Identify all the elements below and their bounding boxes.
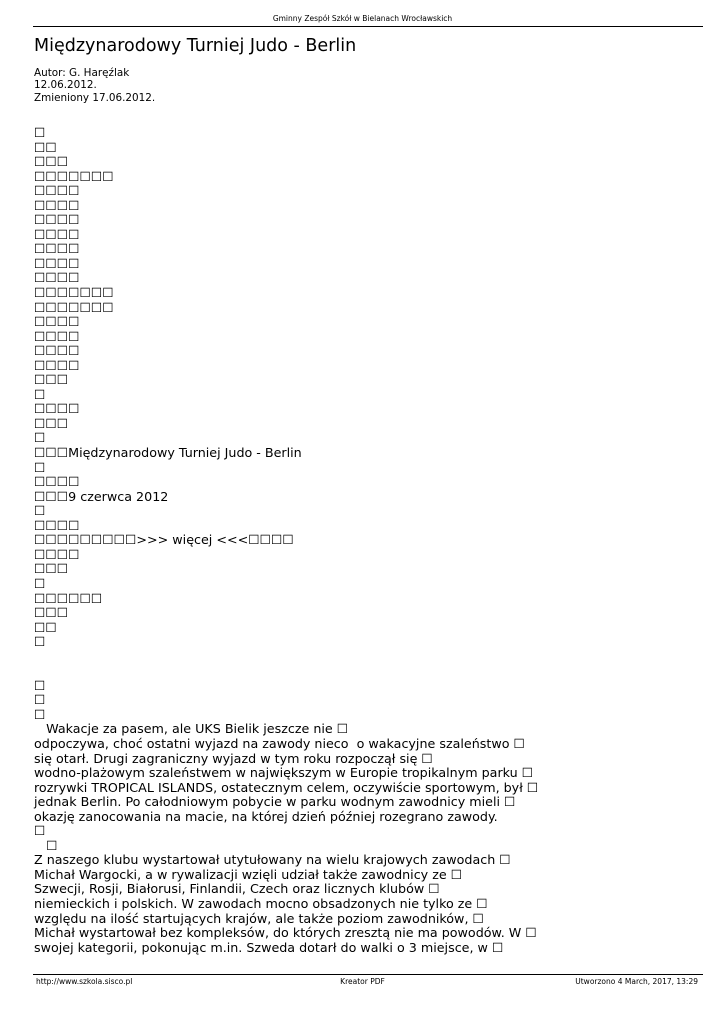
text-line: ☐: [34, 823, 46, 839]
text-line: ☐☐☐☐: [34, 255, 80, 271]
header-divider: [33, 26, 703, 27]
text-line: ☐☐☐☐☐☐☐☐☐>>> więcej <<<☐☐☐☐: [34, 532, 294, 548]
text-line: ☐☐☐9 czerwca 2012: [34, 488, 169, 504]
text-line: ☐☐☐: [34, 561, 69, 577]
page-header: Gminny Zespół Szkół w Bielanach Wrocławskich: [272, 14, 453, 23]
text-line: ☐☐☐☐: [34, 197, 80, 213]
text-line: ☐: [34, 677, 46, 693]
text-line: względu na ilość startujących krajów, ale także poziom zawodników, ☐: [34, 910, 484, 926]
text-line: jednak Berlin. Po całodniowym pobycie w parku wodnym zawodnicy mieli ☐: [34, 794, 516, 810]
text-line: ☐☐☐☐: [34, 270, 80, 286]
text-line: ☐: [34, 634, 46, 650]
text-line: ☐☐☐: [34, 605, 69, 621]
text-line: [34, 650, 714, 665]
modified-line: Zmieniony 17.06.2012.: [34, 91, 156, 104]
text-line: ☐☐☐☐: [34, 517, 80, 533]
article-title: Międzynarodowy Turniej Judo - Berlin: [34, 36, 357, 56]
footer-url: http://www.szkola.sisco.pl: [36, 977, 133, 986]
text-line: ☐: [34, 706, 46, 722]
text-line: ☐: [34, 837, 58, 853]
author-line: Autor: G. Haręźlak: [34, 67, 130, 79]
text-line: ☐☐☐: [34, 154, 69, 170]
text-line: ☐☐☐Międzynarodowy Turniej Judo - Berlin: [34, 445, 302, 461]
text-line: odpoczywa, choć ostatni wyjazd na zawody nieco o wakacyjne szaleństwo ☐: [34, 735, 525, 751]
text-line: ☐☐☐☐☐☐☐: [34, 299, 114, 315]
text-line: ☐: [34, 125, 46, 140]
text-line: ☐☐☐☐: [34, 401, 80, 417]
text-line: rozrywki TROPICAL ISLANDS, ostatecznym celem, oczywiście sportowym, był ☐: [34, 779, 539, 795]
text-line: swojej kategorii, pokonując m.in. Szweda dotarł do walki o 3 miejsce, w ☐: [34, 939, 504, 955]
text-line: ☐☐☐☐: [34, 546, 80, 562]
text-line: wodno-plażowym szaleństwem w największym w Europie tropikalnym parku ☐: [34, 765, 534, 781]
text-line: Z naszego klubu wystartował utytułowany na wielu krajowych zawodach ☐: [34, 852, 511, 868]
date-line: 12.06.2012.: [34, 79, 97, 92]
text-line: ☐☐☐☐: [34, 226, 80, 242]
article-meta: [34, 67, 155, 104]
text-line: ☐☐☐☐: [34, 328, 80, 344]
text-line: ☐☐☐☐: [34, 183, 80, 199]
text-line: ☐☐☐☐: [34, 357, 80, 373]
footer-generator: Kreator PDF: [340, 977, 385, 986]
text-line: ☐☐☐☐: [34, 212, 80, 228]
text-line: ☐☐☐☐☐☐: [34, 590, 103, 606]
text-line: ☐: [34, 503, 46, 519]
text-line: ☐: [34, 692, 46, 708]
text-line: ☐☐☐☐: [34, 474, 80, 490]
text-line: Szwecji, Rosji, Białorusi, Finlandii, Czech oraz licznych klubów ☐: [34, 881, 440, 897]
text-line: ☐☐☐: [34, 415, 69, 431]
text-line: ☐☐☐☐☐☐☐: [34, 168, 114, 184]
text-line: ☐: [34, 575, 46, 591]
text-line: okazję zanocowania na macie, na której dzień później rozegrano zawody.: [34, 808, 498, 824]
text-line: ☐☐: [34, 619, 57, 635]
text-line: ☐: [34, 386, 46, 402]
footer-divider: [33, 974, 703, 975]
text-line: [34, 664, 714, 679]
text-line: ☐☐☐☐: [34, 343, 80, 359]
text-line: niemieckich i polskich. W zawodach mocno obsadzonych nie tylko ze ☐: [34, 895, 488, 911]
text-line: Wakacje za pasem, ale UKS Bielik jeszcze nie ☐: [34, 721, 349, 737]
text-line: ☐☐☐: [34, 372, 69, 388]
article-body: [34, 126, 714, 955]
text-line: ☐☐☐☐: [34, 314, 80, 330]
text-line: ☐☐☐☐☐☐☐: [34, 285, 114, 301]
text-line: ☐: [34, 459, 46, 475]
text-line: ☐☐☐☐: [34, 241, 80, 257]
footer-created: Utworzono 4 March, 2017, 13:29: [575, 977, 698, 986]
text-line: się otarł. Drugi zagraniczny wyjazd w tym roku rozpoczął się ☐: [34, 750, 433, 766]
text-line: ☐☐: [34, 139, 57, 155]
text-line: Michał Wargocki, a w rywalizacji wzięli udział także zawodnicy ze ☐: [34, 866, 463, 882]
text-line: ☐: [34, 430, 46, 446]
text-line: Michał wystartował bez kompleksów, do których zresztą nie ma powodów. W ☐: [34, 925, 537, 941]
